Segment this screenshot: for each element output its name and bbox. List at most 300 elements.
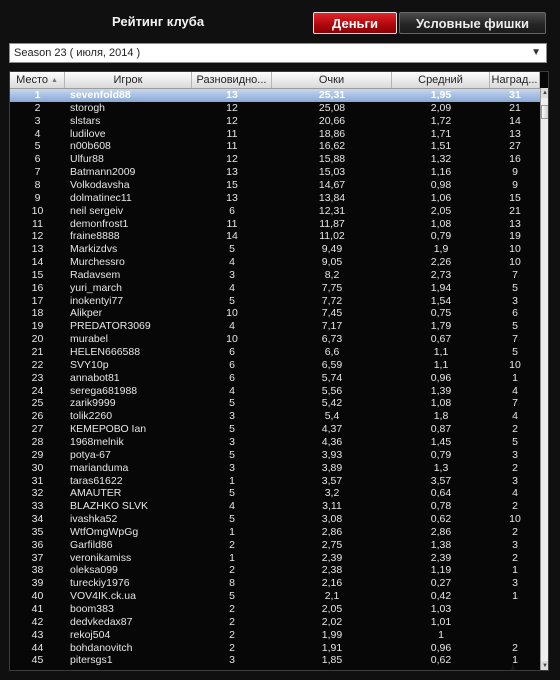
cell-player: inokentyi77 <box>70 294 124 307</box>
table-row[interactable] <box>10 166 540 179</box>
cell-place: 17 <box>31 294 44 307</box>
cell-awards: 10 <box>509 513 521 526</box>
table-row[interactable] <box>10 436 540 449</box>
cell-place: 23 <box>31 371 44 384</box>
cell-player: bohdanovitch <box>70 641 133 654</box>
cell-average: 1,01 <box>430 615 452 628</box>
cell-variants: 5 <box>229 243 235 256</box>
cell-variants: 2 <box>229 538 235 551</box>
cell-points: 16,62 <box>318 140 346 153</box>
cell-player: Volkodavsha <box>70 178 130 191</box>
cell-points: 3,89 <box>321 461 343 474</box>
cell-variants: 1 <box>229 474 235 487</box>
cell-average: 1,39 <box>430 384 452 397</box>
table-row[interactable] <box>10 487 540 500</box>
cell-player: zarik9999 <box>70 397 116 410</box>
cell-variants: 13 <box>226 191 238 204</box>
cell-awards: 7 <box>512 268 518 281</box>
cell-place: 15 <box>31 268 44 281</box>
table-row[interactable] <box>10 346 540 359</box>
cell-place: 34 <box>31 513 44 526</box>
cell-variants: 3 <box>229 435 235 448</box>
cell-variants: 6 <box>229 371 235 384</box>
cell-points: 5,74 <box>321 371 343 384</box>
cell-player: BLAZHKO SLVK <box>70 500 149 513</box>
cell-variants: 6 <box>229 346 235 358</box>
cell-variants: 2 <box>229 615 235 628</box>
table-row[interactable] <box>10 449 540 462</box>
cell-points: 3,57 <box>321 474 343 487</box>
cell-player: taras61622 <box>70 474 123 487</box>
cell-awards: 3 <box>512 474 518 487</box>
cell-awards: 2 <box>512 525 518 538</box>
cell-player: Batmann2009 <box>70 166 136 179</box>
cell-points: 13,84 <box>318 191 346 204</box>
cell-points: 7,72 <box>321 294 343 307</box>
cell-place: 11 <box>32 217 43 230</box>
scroll-thumb[interactable] <box>541 105 549 119</box>
cell-average: 1,1 <box>433 346 449 358</box>
cell-awards: 19 <box>509 230 521 243</box>
star-logo-icon <box>488 660 538 671</box>
cell-average: 1 <box>438 628 444 641</box>
cell-points: 3,2 <box>324 487 340 500</box>
cell-player: n00b608 <box>70 140 111 153</box>
table-row[interactable] <box>10 526 540 539</box>
cell-variants: 2 <box>229 641 235 654</box>
tab-money[interactable]: Деньги <box>313 12 397 34</box>
cell-place: 40 <box>31 590 44 603</box>
cell-awards: 21 <box>509 101 521 114</box>
table-row[interactable] <box>10 307 540 320</box>
cell-player: boom383 <box>70 603 114 615</box>
cell-variants: 3 <box>229 268 235 281</box>
table-row[interactable] <box>10 629 540 642</box>
rating-table <box>9 71 549 671</box>
cell-average: 0,79 <box>430 230 452 243</box>
cell-points: 14,67 <box>318 178 346 191</box>
cell-average: 0,42 <box>430 590 452 603</box>
table-row[interactable] <box>10 102 540 115</box>
cell-average: 1,19 <box>430 564 452 577</box>
cell-player: ludilove <box>70 127 106 140</box>
cell-points: 11,02 <box>319 230 345 243</box>
table-row[interactable] <box>10 616 540 629</box>
cell-variants: 2 <box>229 603 235 615</box>
cell-place: 6 <box>34 153 41 166</box>
cell-average: 0,62 <box>430 654 452 667</box>
club-rating-title: Рейтинг клуба <box>112 14 205 29</box>
cell-player: Murchessro <box>70 256 125 269</box>
cell-variants: 10 <box>226 307 238 320</box>
cell-place: 33 <box>31 500 44 513</box>
cell-awards: 27 <box>509 140 521 153</box>
table-row[interactable] <box>10 590 540 603</box>
cell-player: tolik2260 <box>70 410 113 423</box>
cell-awards: 15 <box>509 191 521 204</box>
cell-average: 2,39 <box>430 551 452 564</box>
cell-place: 32 <box>31 487 44 500</box>
cell-place: 19 <box>31 320 44 333</box>
cell-player: AMAUTER <box>70 487 122 500</box>
cell-player: annabot81 <box>70 371 120 384</box>
cell-player: Garfild86 <box>70 538 113 551</box>
cell-place: 14 <box>31 256 44 269</box>
cell-points: 4,37 <box>321 423 343 436</box>
cell-player: sevenfold88 <box>70 89 131 101</box>
cell-place: 22 <box>31 358 44 371</box>
table-header <box>10 72 540 89</box>
cell-awards: 5 <box>512 320 518 333</box>
table-row[interactable] <box>10 423 540 436</box>
cell-place: 8 <box>34 178 41 191</box>
cell-awards: 3 <box>512 577 518 590</box>
tab-play-chips[interactable]: Условные фишки <box>399 12 546 34</box>
cell-place: 1 <box>34 89 41 101</box>
cell-player: veronikamiss <box>70 551 132 564</box>
cell-awards: 4 <box>512 487 518 500</box>
table-row[interactable] <box>10 256 540 269</box>
cell-variants: 4 <box>229 281 235 294</box>
cell-variants: 13 <box>226 166 238 179</box>
cell-place: 44 <box>31 641 44 654</box>
cell-variants: 3 <box>229 410 235 423</box>
cell-player: neil sergeiv <box>70 204 124 217</box>
cell-player: pitersgs1 <box>70 654 113 667</box>
cell-awards: 1 <box>512 564 518 577</box>
cell-points: 2,75 <box>321 538 343 551</box>
cell-player: tureckiy1976 <box>70 577 130 590</box>
cell-variants: 8 <box>229 577 235 590</box>
cell-points: 1,85 <box>321 654 343 667</box>
table-row[interactable] <box>10 243 540 256</box>
cell-points: 11,87 <box>319 217 345 230</box>
cell-place: 5 <box>34 140 41 153</box>
cell-awards: 10 <box>509 243 521 256</box>
cell-awards <box>490 603 540 616</box>
chevron-down-icon[interactable]: ▼ <box>531 47 541 58</box>
cell-variants: 11 <box>226 217 238 230</box>
cell-average: 2,73 <box>430 268 452 281</box>
cell-variants: 5 <box>229 487 235 500</box>
cell-variants: 2 <box>229 564 235 577</box>
cell-average: 1,1 <box>433 358 449 371</box>
cell-average: 0,79 <box>430 448 452 461</box>
table-row[interactable] <box>10 89 540 102</box>
cell-awards: 3 <box>512 538 518 551</box>
cell-player: 1968melnik <box>70 435 124 448</box>
cell-average: 1,71 <box>430 127 452 140</box>
cell-points: 9,49 <box>321 243 343 256</box>
cell-points: 15,88 <box>318 153 346 166</box>
cell-awards: 1 <box>512 654 518 667</box>
cell-average: 1,32 <box>430 153 452 166</box>
cell-variants: 12 <box>226 153 238 166</box>
cell-player: PREDATOR3069 <box>70 320 151 333</box>
cell-average: 1,9 <box>433 243 449 256</box>
cell-awards: 1 <box>512 371 518 384</box>
table-row[interactable] <box>10 192 540 205</box>
cell-player: КЕМЕРОВО Ian <box>70 423 147 436</box>
cell-variants: 15 <box>226 178 238 191</box>
cell-player: ivashka52 <box>70 513 118 526</box>
table-row[interactable] <box>10 552 540 565</box>
cell-awards: 5 <box>512 435 518 448</box>
cell-average: 1,08 <box>430 217 452 230</box>
cell-awards: 9 <box>512 178 518 191</box>
cell-awards: 13 <box>509 127 521 140</box>
table-row[interactable] <box>10 539 540 552</box>
cell-points: 3,11 <box>322 500 342 513</box>
cell-awards <box>490 629 540 642</box>
cell-player: marianduma <box>70 461 129 474</box>
cell-variants: 5 <box>229 397 235 410</box>
cell-awards: 1 <box>512 590 518 603</box>
cell-points: 5,56 <box>321 384 343 397</box>
cell-points: 3,08 <box>321 513 343 526</box>
cell-variants: 1 <box>229 525 235 538</box>
cell-points: 6,59 <box>321 358 343 371</box>
cell-points: 7,17 <box>321 320 343 333</box>
cell-variants: 10 <box>226 333 238 346</box>
cell-points: 6,73 <box>321 333 343 346</box>
cell-average: 1,79 <box>430 320 452 333</box>
cell-average: 0,98 <box>430 178 452 191</box>
cell-variants: 5 <box>229 448 235 461</box>
cell-average: 2,86 <box>430 525 452 538</box>
column-header-points[interactable]: Очки <box>272 72 392 88</box>
sort-asc-icon: ▲ <box>51 77 58 84</box>
cell-awards <box>490 616 540 629</box>
table-row[interactable] <box>10 153 540 166</box>
cell-average: 1,8 <box>433 410 449 423</box>
cell-average: 1,3 <box>433 461 449 474</box>
cell-player: dedvkedax87 <box>70 615 133 628</box>
cell-average: 1,03 <box>430 603 452 615</box>
cell-average: 0,75 <box>430 307 452 320</box>
cell-average: 1,06 <box>430 191 452 204</box>
cell-player: Radavsem <box>70 268 121 281</box>
table-row[interactable] <box>10 410 540 423</box>
cell-awards: 7 <box>512 333 518 346</box>
column-header-variants[interactable]: Разновидно... <box>192 72 272 88</box>
table-row[interactable] <box>10 140 540 153</box>
cell-points: 6,6 <box>324 346 340 358</box>
cell-place: 10 <box>31 204 44 217</box>
cell-place: 36 <box>31 538 44 551</box>
cell-awards: 2 <box>512 423 518 436</box>
table-row[interactable] <box>10 128 540 141</box>
table-row[interactable] <box>10 372 540 385</box>
cell-place: 37 <box>31 551 44 564</box>
cell-awards: 2 <box>512 641 518 654</box>
cell-points: 2,02 <box>321 615 343 628</box>
cell-variants: 1 <box>229 551 235 564</box>
cell-place: 21 <box>31 346 44 358</box>
cell-points: 2,16 <box>321 577 343 590</box>
cell-variants: 14 <box>226 230 238 243</box>
table-row[interactable] <box>10 295 540 308</box>
cell-variants: 4 <box>229 256 235 269</box>
cell-awards: 2 <box>512 500 518 513</box>
cell-awards: 14 <box>509 114 521 127</box>
cell-awards: 3 <box>512 448 518 461</box>
cell-place: 20 <box>31 333 44 346</box>
table-row[interactable] <box>10 385 540 398</box>
cell-player: HELEN666588 <box>70 346 141 358</box>
cell-place: 35 <box>31 525 44 538</box>
season-dropdown[interactable] <box>9 43 547 63</box>
vertical-scrollbar[interactable] <box>540 88 549 671</box>
cell-average: 1,95 <box>430 89 452 101</box>
table-row[interactable] <box>10 577 540 590</box>
cell-player: potya-67 <box>70 448 111 461</box>
cell-average: 0,67 <box>430 333 452 346</box>
cell-points: 9,05 <box>321 256 343 269</box>
column-header-place[interactable]: Место ▲ <box>10 72 65 88</box>
table-row[interactable] <box>10 333 540 346</box>
cell-average: 0,62 <box>430 513 452 526</box>
cell-points: 2,86 <box>321 525 343 538</box>
cell-player: oleksa099 <box>70 564 118 577</box>
cell-place: 25 <box>31 397 44 410</box>
cell-awards: 9 <box>512 166 518 179</box>
cell-place: 24 <box>31 384 44 397</box>
table-row[interactable] <box>10 475 540 488</box>
cell-average: 0,87 <box>430 423 452 436</box>
cell-awards: 10 <box>509 358 521 371</box>
table-row[interactable] <box>10 642 540 655</box>
cell-points: 8,2 <box>324 268 340 281</box>
cell-player: yuri_march <box>70 281 122 294</box>
table-row[interactable] <box>10 603 540 616</box>
column-header-awards[interactable]: Наград... <box>490 72 540 88</box>
cell-variants: 13 <box>226 89 238 101</box>
cell-average: 0,78 <box>430 500 452 513</box>
cell-average: 0,96 <box>430 371 452 384</box>
table-row[interactable] <box>10 179 540 192</box>
table-row[interactable] <box>10 513 540 526</box>
cell-points: 5,4 <box>324 410 340 423</box>
cell-points: 7,45 <box>321 307 343 320</box>
cell-points: 1,91 <box>321 641 343 654</box>
table-row[interactable] <box>10 269 540 282</box>
cell-player: serega681988 <box>70 384 138 397</box>
cell-awards: 16 <box>509 153 521 166</box>
cell-awards: 10 <box>509 256 521 269</box>
cell-player: slstars <box>70 114 101 127</box>
cell-variants: 3 <box>229 654 235 667</box>
cell-place: 39 <box>31 577 44 590</box>
cell-place: 43 <box>31 628 44 641</box>
table-row[interactable] <box>10 462 540 475</box>
cell-variants: 5 <box>229 590 235 603</box>
cell-points: 20,66 <box>318 114 346 127</box>
cell-place: 4 <box>34 127 41 140</box>
cell-variants: 12 <box>226 101 238 114</box>
cell-awards: 4 <box>512 410 518 423</box>
cell-awards: 5 <box>512 346 518 358</box>
cell-awards: 21 <box>509 204 521 217</box>
cell-average: 2,26 <box>430 256 452 269</box>
cell-place: 29 <box>31 448 44 461</box>
table-row[interactable] <box>10 205 540 218</box>
cell-points: 18,86 <box>318 127 346 140</box>
table-row[interactable] <box>10 564 540 577</box>
cell-average: 1,94 <box>430 281 452 294</box>
table-row[interactable] <box>10 320 540 333</box>
table-row[interactable] <box>10 282 540 295</box>
cell-place: 42 <box>31 615 44 628</box>
cell-place: 3 <box>34 114 41 127</box>
scroll-up-icon[interactable]: ▲ <box>542 90 548 96</box>
table-row[interactable] <box>10 218 540 231</box>
table-row[interactable] <box>10 397 540 410</box>
cell-variants: 11 <box>226 140 238 153</box>
column-header-player[interactable]: Игрок <box>65 72 192 88</box>
cell-player: dolmatinec11 <box>70 191 132 204</box>
cell-place: 9 <box>34 191 41 204</box>
cell-variants: 4 <box>229 320 235 333</box>
cell-player: WtfOmgWpGg <box>70 525 139 538</box>
cell-player: murabel <box>70 333 108 346</box>
cell-player: VOV4IK.ck.ua <box>70 590 136 603</box>
cell-awards: 4 <box>512 384 518 397</box>
table-row[interactable] <box>10 654 540 667</box>
cell-average: 1,51 <box>430 140 452 153</box>
cell-variants: 12 <box>226 114 238 127</box>
cell-average: 0,64 <box>430 487 452 500</box>
cell-points: 7,75 <box>321 281 343 294</box>
table-row[interactable] <box>10 115 540 128</box>
cell-points: 1,99 <box>321 628 343 641</box>
cell-average: 1,45 <box>430 435 452 448</box>
cell-points: 15,03 <box>318 166 346 179</box>
cell-points: 25,31 <box>318 89 346 101</box>
cell-place: 12 <box>31 230 44 243</box>
cell-points: 5,42 <box>321 397 343 410</box>
cell-awards: 6 <box>512 307 518 320</box>
table-row[interactable] <box>10 230 540 243</box>
cell-variants: 6 <box>229 204 235 217</box>
cell-variants: 6 <box>229 358 235 371</box>
cell-average: 2,09 <box>430 101 452 114</box>
cell-points: 25,08 <box>318 101 346 114</box>
cell-place: 31 <box>31 474 44 487</box>
cell-player: Alikper <box>70 307 103 320</box>
cell-variants: 2 <box>229 628 235 641</box>
table-row[interactable] <box>10 359 540 372</box>
cell-player: storogh <box>70 101 106 114</box>
cell-awards: 3 <box>512 294 518 307</box>
cell-average: 1,72 <box>430 114 452 127</box>
scroll-down-icon[interactable]: ▼ <box>542 663 548 669</box>
cell-points: 2,39 <box>321 551 343 564</box>
cell-variants: 5 <box>229 294 235 307</box>
cell-place: 16 <box>31 281 44 294</box>
cell-average: 2,05 <box>430 204 452 217</box>
column-header-average[interactable]: Средний <box>392 72 490 88</box>
cell-awards: 31 <box>509 89 521 101</box>
cell-points: 2,38 <box>321 564 343 577</box>
cell-variants: 5 <box>229 423 235 436</box>
cell-place: 18 <box>31 307 44 320</box>
table-row[interactable] <box>10 500 540 513</box>
cell-awards: 7 <box>512 397 518 410</box>
cell-average: 1,16 <box>430 166 452 179</box>
cell-average: 3,57 <box>430 474 452 487</box>
cell-place: 7 <box>34 166 41 179</box>
